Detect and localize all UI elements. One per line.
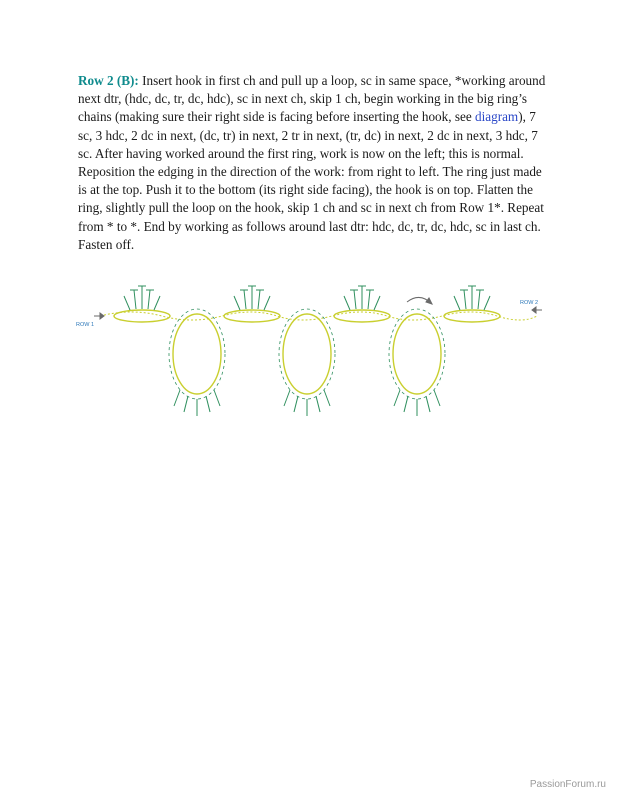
big-ring-2 [279,309,335,399]
fan-stitches [124,286,490,310]
row-1-label: ROW 1 [76,322,95,328]
top-loop-1 [114,310,170,322]
diagram-link[interactable]: diagram [474,109,519,125]
instruction-text-part-2: ), 7 sc, 3 hdc, 2 dc in next, (dc, tr) in next, 2 tr in next, (tr, dc) in next, 2 dc in next, 3 hdc, 7 sc. After having worked around the first ring, work is now on the left; this is normal. Reposition the edging in the direction of the work: from right to left. The ring just made is at the top. Push it to the bottom (its right side facing), the hook is on top. Flatten the ring, slightly pull the loop on the hook, skip 1 ch and sc in next ch from Row 1*. Repeat from * to *. End by working as follows around last dtr: hdc, dc, tr, dc, hdc, sc in last ch. Fasten off. [78,109,544,252]
fan-2 [234,286,270,310]
crochet-diagram [72,282,552,422]
row-2-label: ROW 2 [520,300,539,306]
fan-3 [344,286,380,310]
big-ring-3 [389,309,445,399]
fan-1 [124,286,160,310]
fan-4 [454,286,490,310]
row-heading: Row 2 (B): [78,73,139,88]
instruction-text-part-1: Insert hook in first ch and pull up a loop, sc in same space, *working around next dtr, (hdc, dc, tr, dc, hdc), sc in next ch, skip 1 ch, begin working in the big ring’s chains (making sure their right side is facing before inserting the hook, see [78,73,546,125]
watermark: PassionForum.ru [529,779,606,790]
big-ring-1 [169,309,225,399]
instruction-paragraph [78,72,548,254]
